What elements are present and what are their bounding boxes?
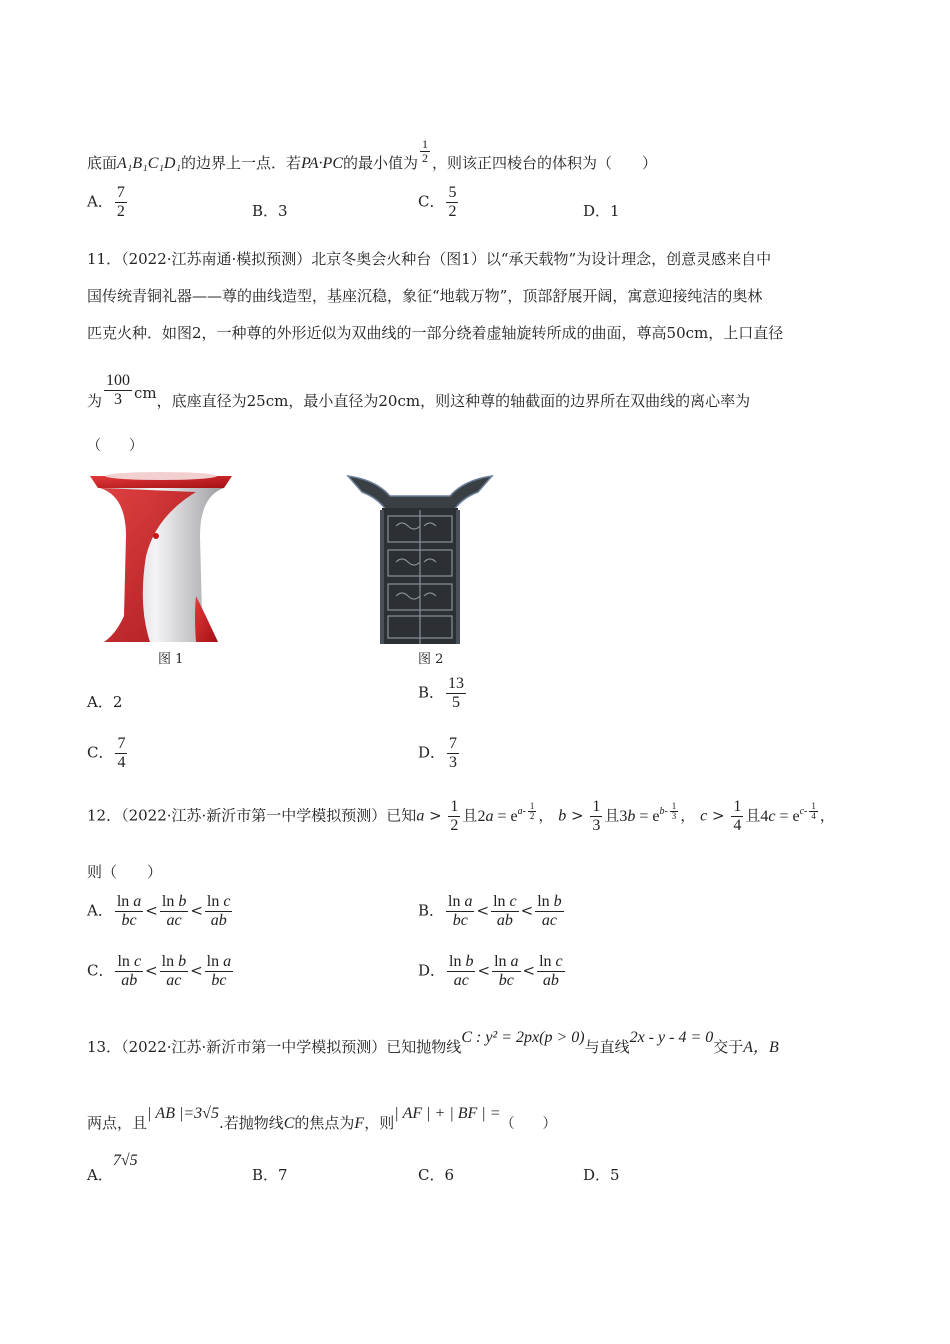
q10-option-b[interactable]: B．3 [252,202,288,220]
q13-option-b[interactable]: B．7 [252,1166,288,1184]
q10-option-c[interactable]: C． $\frac{5}{2}$ [418,184,457,220]
q11-option-a[interactable]: A．2 [87,693,123,711]
q11-line5: （ ） [87,438,143,454]
q11-option-d[interactable]: D． $\frac{7}{3}$ [418,735,458,771]
q10-mid2: 的最小值为 [343,154,419,172]
q13-option-d[interactable]: D．5 [583,1166,620,1184]
q10-option-a[interactable]: A． $\frac{7}{2}$ [87,184,125,220]
q11-line3: 匹克火种．如图2，一种尊的外形近似为双曲线的一部分绕着虚轴旋转所成的曲面，尊高50cm，上口直径 [87,324,784,342]
q13-option-c[interactable]: C．6 [418,1166,455,1184]
q13-line-eq: 2x - y - 4 = 0 [629,1029,714,1046]
q10-c-fraction: $\frac{5}{2}$ [448,184,457,220]
q13-line2: 两点，且| AB |=3√5.若抛物线C的焦点为F，则| AF | + | BF | =（ ） [87,1105,557,1132]
fig2-bronze-zun-image [346,470,494,644]
q11-option-c[interactable]: C． $\frac{7}{4}$ [87,735,126,771]
q12-line2: 则（ ） [87,863,163,881]
q11-line2: 国传统青铜礼器——尊的曲线造型，基座沉稳，象征“地载万物”，顶部舒展开阔，寓意迎接纯洁的奥林 [87,287,763,305]
q11-option-b[interactable]: B． $\frac{13}{5}$ [418,675,465,711]
q11-line4: 为 $\frac{100}{3}$ cm，底座直径为25cm，最小直径为20cm，则这种尊的轴截面的边界所在双曲线的离心率为 [87,372,751,410]
q12-option-b[interactable]: B． $\frac{\text{ln a}}{bc}$ < $\frac{\text{ln c}}{ab}$ < $\frac{\text{ln b}}{ac}$ [418,893,562,929]
fig1-torch-base-image [86,466,236,644]
q13-option-a[interactable]: A．7√5 [87,1152,138,1184]
q12-option-a[interactable]: A． $\frac{\text{ln a}}{bc}$ < $\frac{\text{ln b}}{ac}$ < $\frac{\text{ln c}}{ab}$ [87,893,231,929]
q11-line1: 11．（2022·江苏南通·模拟预测）北京冬奥会火种台（图1）以“承天载物”为设计理念，创意灵感来自中 [87,250,772,268]
q12-line1: 12．（2022·江苏·新沂市第一中学模拟预测）已知a > $\frac{1}{2}$ 且$2a = e^{a- \frac{1}{2}}$ ， b > $\frac{1}{3}$ 且$3b = e^{b- \frac{1}{3}}$ ， c > $\frac{1}{4}$ 且$4c = e^{c- \frac{1}{4}}$ ， [87,798,835,834]
fig1-caption: 图 1 [158,652,184,667]
q10-statement [87,138,657,176]
q13-sum-expr: | AF | + | BF | = [394,1105,501,1122]
q13-ab-length: | AB |=3√5 [147,1105,219,1122]
q11-b-fraction: $\frac{13}{5}$ [448,675,465,711]
q10-option-d[interactable]: D．1 [583,202,620,220]
q10-expr: PA·PC [301,155,343,172]
q12-option-d[interactable]: D． $\frac{\text{ln b}}{ac}$ < $\frac{\text{ln a}}{bc}$ < $\frac{\text{ln c}}{ab}$ [418,953,563,989]
q10-mid: 的边界上一点．若 [181,154,302,172]
q11-diameter-fraction: $\frac{100}{3}$ [106,372,131,408]
q13-line1: 13．（2022·江苏·新沂市第一中学模拟预测）已知抛物线C : y² = 2px(p > 0)与直线2x - y - 4 = 0交于A，B [87,1029,779,1056]
q10-a-fraction: $\frac{7}{2}$ [116,184,125,220]
q11-c-fraction: $\frac{7}{4}$ [117,735,126,771]
q10-base: A₁B₁C₁D₁ [117,155,182,172]
q10-min-fraction: $\frac{1}{2}$ [422,137,429,165]
q10-pre: 底面 [87,154,118,172]
q12-option-c[interactable]: C． $\frac{\text{ln c}}{ab}$ < $\frac{\text{ln b}}{ac}$ < $\frac{\text{ln a}}{bc}$ [87,953,232,989]
q13-parabola: C : y² = 2px(p > 0) [461,1029,585,1046]
fig2-caption: 图 2 [418,652,444,667]
q11-d-fraction: $\frac{7}{3}$ [449,735,458,771]
q10-post: ，则该正四棱台的体积为（ ） [432,154,658,172]
